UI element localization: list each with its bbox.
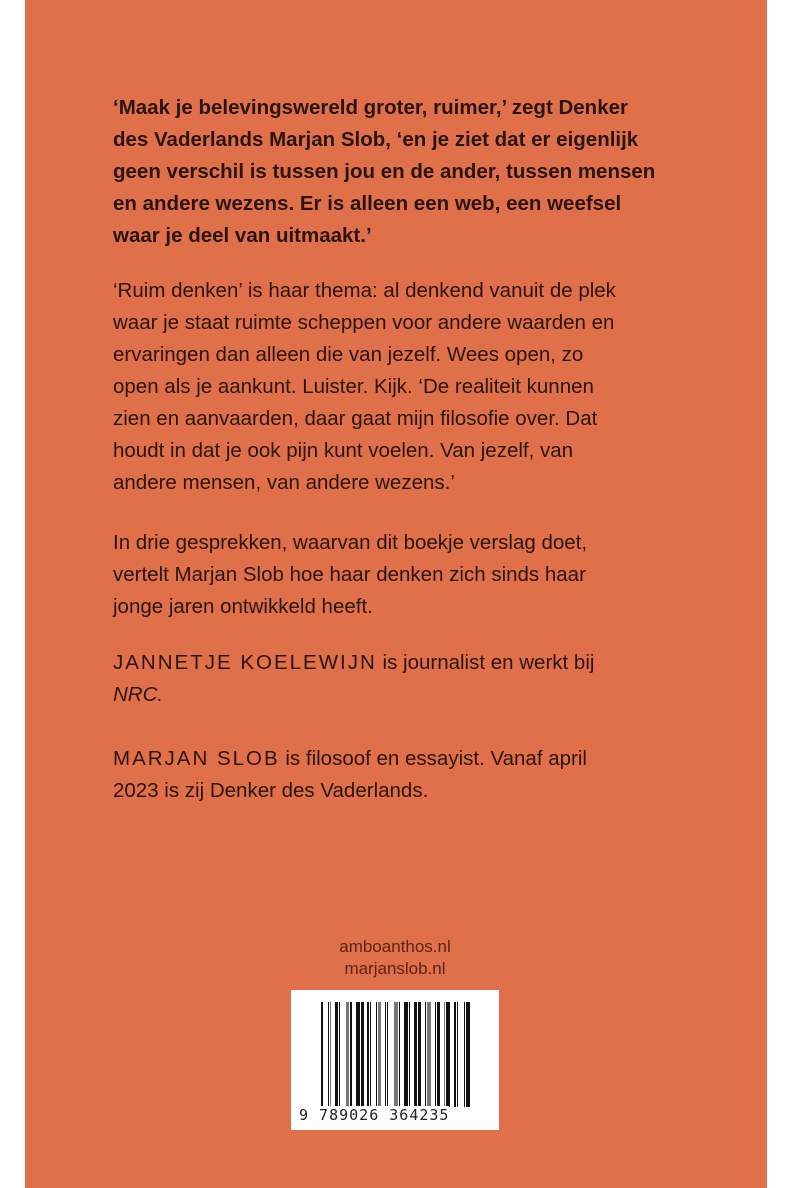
- author-bio-koelewijn: [113, 647, 693, 711]
- isbn-barcode: [291, 990, 499, 1130]
- author-url: marjanslob.nl: [344, 959, 446, 978]
- barcode-bar: [437, 1002, 440, 1107]
- text-line: vertelt Marjan Slob hoe haar denken zich sinds haar: [113, 563, 586, 586]
- barcode-bar: [425, 1002, 426, 1107]
- quote-line: ‘Maak je belevingswereld groter, ruimer,’ zegt Denker: [113, 96, 628, 119]
- quote-line: en andere wezens. Er is alleen een web, een weefsel: [113, 192, 622, 215]
- barcode-bar: [378, 1002, 381, 1107]
- text-line: jonge jaren ontwikkeld heeft.: [113, 595, 373, 618]
- barcode-bar: [394, 1002, 398, 1107]
- barcode-bar: [328, 1002, 329, 1107]
- barcode-bar: [457, 1002, 458, 1107]
- quote-line: des Vaderlands Marjan Slob, ‘en je ziet dat er eigenlijk: [113, 128, 639, 151]
- barcode-bar: [350, 1002, 352, 1107]
- barcode-bar: [427, 1002, 431, 1107]
- barcode-bar: [335, 1002, 338, 1107]
- text-line: ‘Ruim denken’ is haar thema: al denkend vanuit de plek: [113, 279, 616, 302]
- description-paragraph: [113, 275, 693, 499]
- barcode-bar: [464, 1002, 465, 1107]
- barcode-bar: [321, 1002, 323, 1107]
- barcode-bar: [414, 1002, 417, 1107]
- barcode-bar: [454, 1002, 456, 1107]
- barcode-bar: [404, 1002, 408, 1107]
- barcode-bar: [466, 1002, 470, 1107]
- publisher-url: amboanthos.nl: [339, 937, 451, 956]
- barcode-bar: [330, 1002, 331, 1107]
- website-links: [295, 936, 495, 980]
- barcode-bar: [409, 1002, 410, 1107]
- barcode-bars: [321, 1002, 471, 1107]
- barcode-bar: [346, 1002, 349, 1107]
- bio-text: is journalist en werkt bij: [376, 651, 595, 674]
- text-line: ervaringen dan alleen die van jezelf. Wees open, zo: [113, 343, 584, 366]
- bio-text: is filosoof en essayist. Vanaf april: [279, 747, 587, 770]
- bio-text: 2023 is zij Denker des Vaderlands.: [113, 779, 429, 802]
- barcode-bar: [446, 1002, 450, 1107]
- author-name: JANNETJE KOELEWIJN: [113, 651, 377, 674]
- quote-line: geen verschil is tussen jou en de ander, tussen mensen: [113, 160, 656, 183]
- text-line: In drie gesprekken, waarvan dit boekje verslag doet,: [113, 531, 588, 554]
- text-line: zien en aanvaarden, daar gaat mijn filosofie over. Dat: [113, 407, 598, 430]
- barcode-bar: [385, 1002, 386, 1107]
- barcode-bar: [339, 1002, 340, 1107]
- barcode-bar: [418, 1002, 421, 1107]
- bio-text: NRC.: [113, 683, 164, 706]
- author-name: MARJAN SLOB: [113, 747, 280, 770]
- text-line: andere mensen, van andere wezens.’: [113, 471, 455, 494]
- pull-quote: [113, 92, 693, 252]
- barcode-bar: [435, 1002, 436, 1107]
- barcode-bar: [356, 1002, 360, 1107]
- author-bio-slob: [113, 743, 693, 807]
- barcode-bar: [444, 1002, 445, 1107]
- quote-line: waar je deel van uitmaakt.’: [113, 224, 372, 247]
- barcode-bar: [376, 1002, 377, 1107]
- text-line: houdt in dat je ook pijn kunt voelen. Van jezelf, van: [113, 439, 574, 462]
- summary-paragraph: [113, 527, 693, 623]
- text-line: waar je staat ruimte scheppen voor andere waarden en: [113, 311, 615, 334]
- text-line: open als je aankunt. Luister. Kijk. ‘De realiteit kunnen: [113, 375, 594, 398]
- barcode-bar: [370, 1002, 371, 1107]
- barcode-bar: [387, 1002, 388, 1107]
- isbn-number: 9 789026 364235: [299, 1106, 450, 1124]
- barcode-bar: [367, 1002, 369, 1107]
- barcode-bar: [399, 1002, 400, 1107]
- barcode-bar: [361, 1002, 364, 1107]
